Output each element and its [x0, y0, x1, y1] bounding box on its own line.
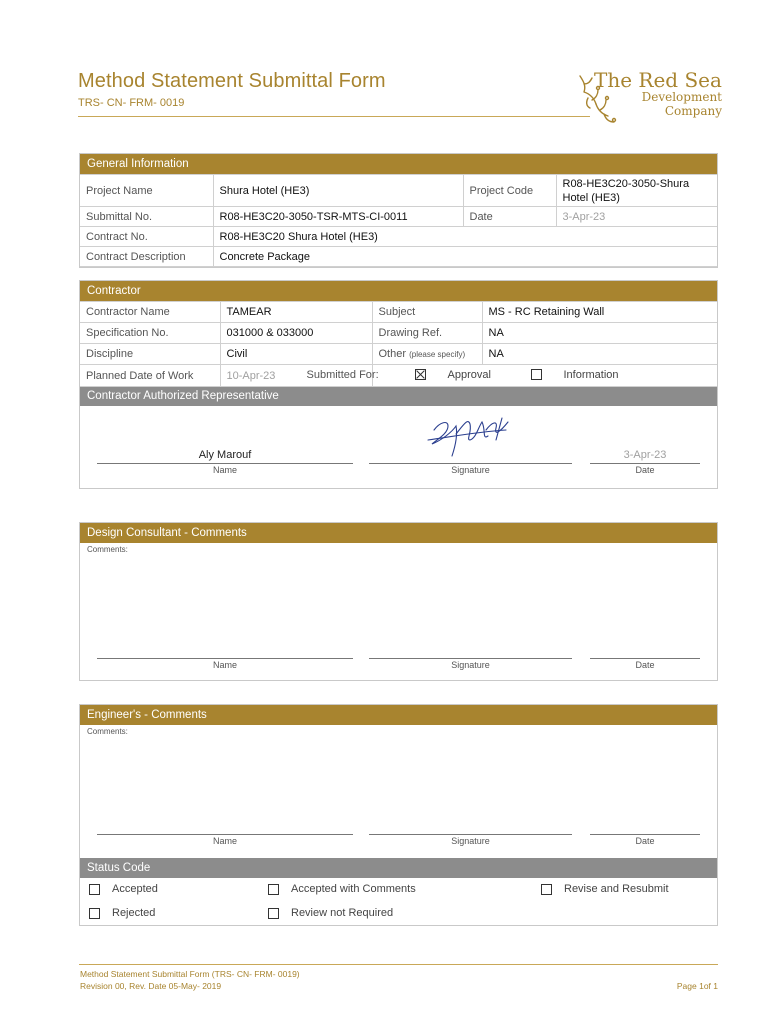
representative-date[interactable]: 3-Apr-23 — [623, 449, 667, 461]
approval-label: Approval — [447, 369, 491, 381]
form-title: Method Statement Submittal Form — [78, 70, 386, 92]
company-logo — [574, 66, 730, 128]
comments-label: Comments: — [87, 545, 128, 554]
review-not-required-checkbox[interactable] — [268, 908, 279, 919]
engineer-comments-area[interactable] — [87, 737, 710, 833]
approval-checkbox[interactable] — [415, 369, 426, 380]
footer-form-name: Method Statement Submittal Form (TRS- CN- FRM- 0019) — [80, 969, 300, 979]
date-label: Date — [463, 207, 556, 227]
other-hint: (please specify) — [409, 350, 466, 359]
information-checkbox[interactable] — [531, 369, 542, 380]
status-rejected[interactable] — [89, 907, 155, 919]
specification-field[interactable]: 031000 & 033000 — [220, 323, 372, 344]
date-field[interactable]: 3-Apr-23 — [556, 207, 717, 227]
other-field[interactable]: NA — [482, 344, 717, 365]
specification-label: Specification No. — [80, 323, 220, 344]
submittal-no-field[interactable]: R08-HE3C20-3050-TSR-MTS-CI-0011 — [213, 207, 463, 227]
signature-line — [369, 658, 572, 659]
date-line — [590, 834, 700, 835]
drawing-ref-label: Drawing Ref. — [372, 323, 482, 344]
accepted-checkbox[interactable] — [89, 884, 100, 895]
section-heading: General Information — [80, 154, 717, 174]
name-line — [97, 463, 353, 464]
project-name-field[interactable]: Shura Hotel (HE3) — [213, 175, 463, 207]
contractor-section — [79, 280, 718, 489]
comments-label: Comments: — [87, 727, 128, 736]
information-label: Information — [563, 369, 619, 381]
signature-image-icon — [426, 410, 516, 460]
contractor-name-label: Contractor Name — [80, 302, 220, 323]
rejected-label: Rejected — [112, 907, 156, 919]
status-revise-resubmit[interactable] — [541, 883, 669, 895]
representative-name[interactable]: Aly Marouf — [198, 449, 252, 461]
design-comments-area[interactable] — [87, 555, 710, 655]
section-heading: Contractor — [80, 281, 717, 301]
footer-divider — [79, 964, 718, 965]
project-code-field[interactable]: R08-HE3C20-3050-Shura Hotel (HE3) — [556, 175, 717, 207]
section-heading: Engineer's - Comments — [80, 705, 717, 725]
contract-description-field[interactable]: Concrete Package — [213, 247, 717, 267]
accepted-with-comments-label: Accepted with Comments — [291, 883, 416, 895]
contract-no-label: Contract No. — [80, 227, 213, 247]
logo-text-sub1: Development — [641, 90, 722, 104]
contractor-table — [80, 301, 717, 387]
representative-heading: Contractor Authorized Representative — [80, 387, 717, 406]
drawing-ref-field[interactable]: NA — [482, 323, 717, 344]
footer-page-number: Page 1of 1 — [676, 981, 718, 991]
contract-description-label: Contract Description — [80, 247, 213, 267]
review-not-required-label: Review not Required — [291, 907, 394, 919]
name-caption: Name — [212, 660, 237, 670]
engineer-section — [79, 704, 718, 926]
design-consultant-section — [79, 522, 718, 681]
header-divider — [78, 116, 590, 117]
discipline-label: Discipline — [80, 344, 220, 365]
subject-label: Subject — [372, 302, 482, 323]
status-review-not-required[interactable] — [268, 907, 393, 919]
contractor-name-field[interactable]: TAMEAR — [220, 302, 372, 323]
accepted-with-comments-checkbox[interactable] — [268, 884, 279, 895]
project-code-label: Project Code — [463, 175, 556, 207]
rejected-checkbox[interactable] — [89, 908, 100, 919]
date-caption: Date — [635, 836, 655, 846]
name-line — [97, 658, 353, 659]
logo-text-sub2: Company — [664, 104, 722, 118]
planned-date-label: Planned Date of Work — [80, 365, 220, 387]
date-line — [590, 658, 700, 659]
signature-line — [369, 834, 572, 835]
status-accepted-with-comments[interactable] — [268, 883, 416, 895]
date-line — [590, 463, 700, 464]
planned-date-field[interactable]: 10-Apr-23 — [220, 365, 372, 387]
signature-caption: Signature — [451, 836, 490, 846]
status-accepted[interactable] — [89, 883, 158, 895]
document-code: TRS- CN- FRM- 0019 — [78, 97, 185, 109]
section-heading: Design Consultant - Comments — [80, 523, 717, 543]
other-label — [372, 344, 482, 365]
representative-signature-block — [80, 406, 717, 487]
general-information-section — [79, 153, 718, 268]
name-line — [97, 834, 353, 835]
discipline-field[interactable]: Civil — [220, 344, 372, 365]
logo-text-main: The Red Sea — [594, 68, 722, 92]
date-caption: Date — [635, 660, 655, 670]
submitted-for-label: Submitted For: — [306, 369, 379, 381]
contract-no-field[interactable]: R08-HE3C20 Shura Hotel (HE3) — [213, 227, 717, 247]
date-caption: Date — [635, 465, 655, 475]
name-caption: Name — [212, 836, 237, 846]
name-caption: Name — [212, 465, 237, 475]
submitted-for-cell — [306, 365, 717, 387]
project-name-label: Project Name — [80, 175, 213, 207]
subject-field[interactable]: MS - RC Retaining Wall — [482, 302, 717, 323]
signature-caption: Signature — [451, 660, 490, 670]
accepted-label: Accepted — [112, 883, 158, 895]
signature-line — [369, 463, 572, 464]
revise-resubmit-checkbox[interactable] — [541, 884, 552, 895]
general-information-table — [80, 174, 717, 267]
status-code-heading: Status Code — [80, 858, 717, 878]
signature-caption: Signature — [451, 465, 490, 475]
other-label-text: Other — [378, 348, 407, 360]
footer-revision: Revision 00, Rev. Date 05-May- 2019 — [80, 981, 222, 991]
submittal-no-label: Submittal No. — [80, 207, 213, 227]
revise-resubmit-label: Revise and Resubmit — [564, 883, 669, 895]
